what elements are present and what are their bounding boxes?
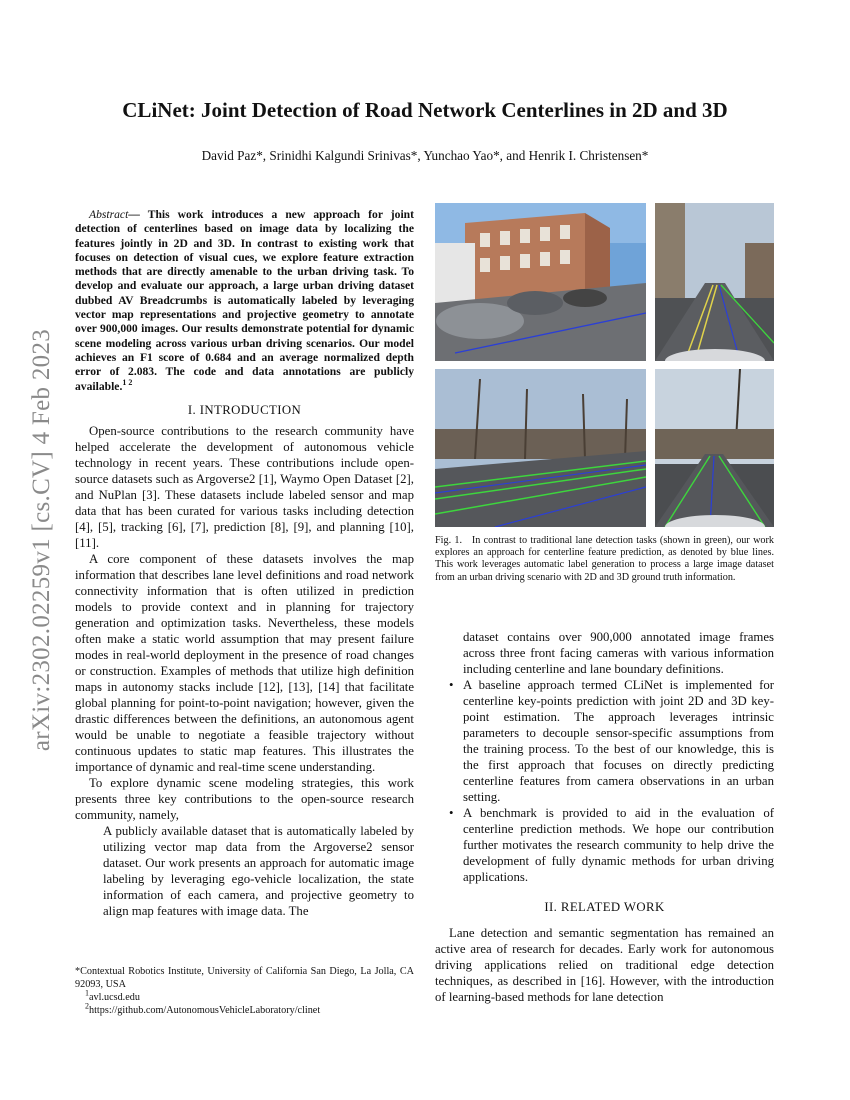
- abstract-footnote-marks: 1 2: [122, 377, 133, 387]
- figure-caption: [435, 535, 774, 584]
- figure-image-building-street: [435, 203, 646, 361]
- arxiv-sidebar-stamp: [22, 300, 62, 780]
- contributions-list-continued: [435, 629, 774, 885]
- footnote-2: $^2$https://github.com/AutonomousVehicleLaboratory/clinet: [85, 1001, 321, 1016]
- figure-image-wide-road: [435, 369, 646, 527]
- paper-title: CLiNet: Joint Detection of Road Network Centerlines in 2D and 3D: [122, 98, 728, 122]
- left-column: [75, 208, 414, 919]
- intro-paragraph: Open-source contributions to the research community have helped accelerate the development of autonomous vehicle technology in recent years. These contributions include open-source datasets such as Argoverse2 [1], Waymo Open Dataset [2], and NuPlan [3]. These datasets include labeled sensor and map data that has been curated for various tasks including detection [4], [5], tracking [6], [7], prediction [8], [9], and planning [10], [11].: [75, 423, 414, 550]
- abstract-label: Abstract: [89, 208, 129, 221]
- figure-caption-text: In contrast to traditional lane detection tasks (shown in green), our work explores an approach for centerline feature prediction, as denoted by blue lines. This work leverages automatic label generation to process a large image dataset from an urban driving scenario with 2D and 3D ground truth information.: [435, 535, 775, 583]
- figure-label: Fig. 1.: [435, 535, 463, 546]
- abstract: [75, 208, 414, 394]
- contribution-item: A publicly available dataset that is automatically labeled by utilizing vector map data from the Argoverse2 sensor dataset. Our work presents an approach for automatic image labeling by leveraging ego-vehicle localization, the state information of each camera, and projective geometry to align map features with image data. The: [103, 823, 414, 918]
- contribution-item-continued: dataset contains over 900,000 annotated image frames across three front facing cameras with various information including centerline and lane boundary definitions.: [463, 630, 774, 676]
- footnote-1: $^1$avl.ucsd.edu: [85, 988, 140, 1003]
- arxiv-id: arXiv:2302.02259v1 [cs.CV] 4 Feb 2023: [28, 328, 55, 752]
- right-column: [435, 629, 774, 1005]
- section-heading-related-work: II. RELATED WORK: [544, 900, 665, 914]
- paper-authors: David Paz*, Srinidhi Kalgundi Srinivas*, Yunchao Yao*, and Henrik I. Christensen*: [201, 148, 649, 163]
- figure-image-straight-road: [655, 203, 774, 361]
- contributions-list: [75, 823, 414, 919]
- abstract-text: — This work introduces a new approach for joint detection of centerlines based on image data by localizing the features jointly in 2D and 3D. In contrast to existing work that focuses on detection of visual cues, we explore feature extraction methods that are directly amenable to the urban driving task. To develop and evaluate our approach, a large urban driving dataset dubbed AV Breadcrumbs is automatically labeled by leveraging vector map representations and projective geometry to annotate over 900,000 images. Our results demonstrate potential for dynamic scene modeling across various urban driving scenarios. Our model achieves an F1 score of 0.684 and an average normalized depth error of 2.083. The code and data annotations are publicly available.: [75, 208, 414, 393]
- intro-paragraph: A core component of these datasets involves the map information that describes lane level definitions and road network connectivity information that is often utilized in prediction models to provide context and in planning for trajectory generation and optimization tasks. Nevertheless, these models often make a static world assumption that may present failure modes in real-world deployment in the presence of road changes or construction. Examples of methods that utilize high definition maps in autonomy stacks include [12], [13], [14] that facilitate global planning for point-to-point navigation; however, given the drastic differences between the definitions, an autonomous agent would be unable to negotiate a feasible trajectory without continuous updates to static map features. This illustrates the importance of dynamic and real-time scene understanding.: [75, 551, 414, 774]
- section-heading-introduction: I. INTRODUCTION: [187, 402, 302, 417]
- contribution-item: • A baseline approach termed CLiNet is implemented for centerline key-points prediction with joint 2D and 3D key-point estimation. The approach leverages intrinsic parameters to decouple sensor-specific assumptions from the training process. To the best of our knowledge, this is the first approach that focuses on directly predicting centerline features from camera observations in an urban setting.: [463, 677, 774, 805]
- figure-image-night-road: [655, 369, 774, 527]
- footnote-affiliation: *Contextual Robotics Institute, University of California San Diego, La Jolla, CA 92093, USA: [75, 966, 414, 990]
- contribution-item: • A benchmark is provided to aid in the evaluation of centerline prediction methods. We hope our contribution further motivates the research community to help drive the development of fully dynamic methods for urban driving applications.: [463, 805, 774, 885]
- related-work-paragraph: Lane detection and semantic segmentation has remained an active area of research for decades. Early work for autonomous driving applications relied on traditional edge detection techniques, as described in [16]. However, with the introduction of learning-based methods for lane detection: [435, 926, 774, 1004]
- intro-paragraph: To explore dynamic scene modeling strategies, this work presents three key contributions to the open-source research community, namely,: [75, 775, 414, 822]
- footnotes: [75, 965, 414, 1017]
